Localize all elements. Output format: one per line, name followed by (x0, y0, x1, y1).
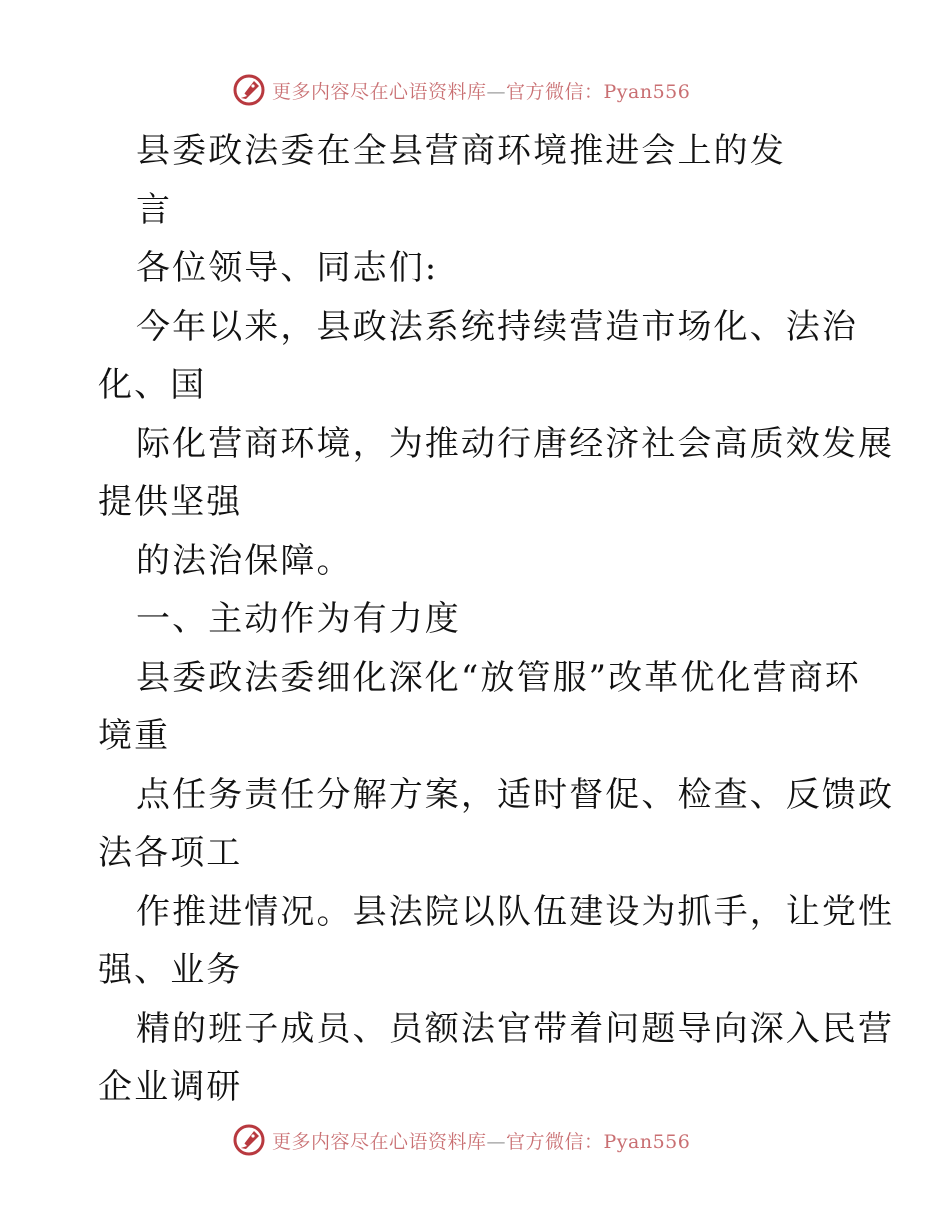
paragraph-line: 提供坚强 (98, 482, 243, 522)
paragraph-line: 法各项工 (98, 833, 243, 873)
pen-nib-logo-icon (232, 1123, 266, 1157)
watermark-text: 更多内容尽在心语资料库—官方微信：Pyan556 (272, 1130, 691, 1153)
document-body (98, 122, 895, 1117)
paragraph-line: 各位领导、同志们: (136, 248, 439, 288)
paragraph-line: 今年以来，县政法系统持续营造市场化、法治 (136, 306, 858, 347)
paragraph-line: 企业调研 (98, 1067, 243, 1107)
watermark-text: 更多内容尽在心语资料库—官方微信：Pyan556 (272, 80, 691, 103)
document-title: 县委政法委在全县营商环境推进会上的发 (136, 131, 786, 171)
pen-nib-logo-icon (232, 73, 266, 107)
watermark-banner-top (232, 70, 732, 110)
document-title-continuation: 言 (136, 189, 173, 230)
paragraph-line: 强、业务 (98, 950, 243, 990)
section-heading: 一、主动作为有力度 (136, 599, 461, 639)
paragraph-line: 境重 (98, 716, 171, 756)
paragraph-line: 点任务责任分解方案，适时督促、检查、反馈政 (136, 774, 895, 815)
paragraph-line: 精的班子成员、员额法官带着问题导向深入民营 (136, 1008, 895, 1049)
paragraph-line: 际化营商环境，为推动行唐经济社会高质效发展 (136, 423, 895, 464)
watermark-banner-bottom (232, 1120, 732, 1160)
paragraph-line: 的法治保障。 (136, 540, 353, 581)
paragraph-line: 化、国 (98, 365, 207, 405)
paragraph-line: 作推进情况。县法院以队伍建设为抓手，让党性 (136, 891, 895, 932)
paragraph-line: 县委政法委细化深化“放管服”改革优化营商环 (136, 657, 861, 698)
